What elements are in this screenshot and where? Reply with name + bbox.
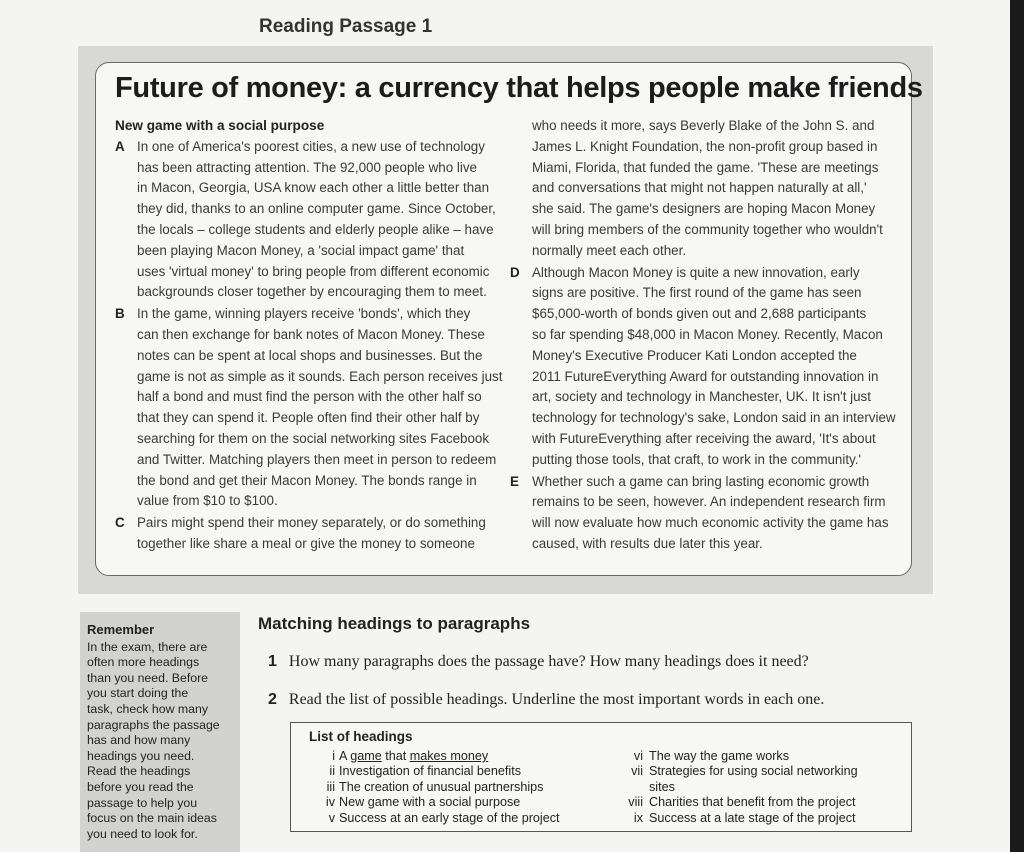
text-line: has been attracting attention. The 92,000 people who live <box>137 159 477 175</box>
text-line: and Twitter. Matching players then meet in person to redeem <box>137 451 497 467</box>
text-line: Miami, Florida, that funded the game. 'These are meetings <box>532 159 879 175</box>
heading-number: i <box>332 749 335 763</box>
heading-text-part: Success at an early stage of the project <box>339 810 560 825</box>
heading-number: vii <box>631 764 643 779</box>
text-line: James L. Knight Foundation, the non-profit group based in <box>532 138 878 154</box>
text-line: art, society and technology in Manchester, UK. It isn't just <box>532 389 871 405</box>
heading-number: v <box>328 810 335 825</box>
paragraph-letter: A <box>115 138 125 154</box>
paragraph-a <box>115 137 515 303</box>
paragraph-c <box>115 513 515 555</box>
remember-line: Read the headings <box>87 764 191 779</box>
heading-text: Success at a late stage of the project <box>649 810 856 825</box>
remember-line: than you need. Before <box>87 670 209 685</box>
heading-text-part: The creation of unusual partnerships <box>339 779 544 794</box>
text-line: will now evaluate how much economic activity the game has <box>532 515 889 531</box>
heading-item <box>291 764 621 779</box>
passage-right-column <box>510 116 902 555</box>
heading-item <box>291 795 621 810</box>
heading-text: sites <box>649 779 675 794</box>
text-line: 2011 FutureEverything Award for outstanding innovation in <box>532 368 879 384</box>
underlined-word: game <box>350 749 382 763</box>
remember-box <box>80 612 240 852</box>
matching-title: Matching headings to paragraphs <box>258 614 531 633</box>
paragraph-c-continuation <box>510 116 902 262</box>
heading-item <box>621 780 911 795</box>
text-line: she said. The game's designers are hoping Macon Money <box>532 201 876 217</box>
text-line: technology for technology's sake, London said in an interview <box>532 410 896 426</box>
heading-number: ii <box>329 764 335 779</box>
heading-number: vi <box>633 749 643 763</box>
question-text: Read the list of possible headings. Underline the most important words in each one. <box>288 691 825 708</box>
paragraph-letter: D <box>510 264 520 280</box>
text-line: normally meet each other. <box>532 242 687 258</box>
text-line: value from $10 to $100. <box>137 493 278 509</box>
text-line: been playing Macon Money, a 'social impact game' that <box>137 242 465 258</box>
question-text: How many paragraphs does the passage have? How many headings does it need? <box>288 653 809 670</box>
text-line: together like share a meal or give the money to someone <box>137 535 475 551</box>
text-line: and conversations that might not happen naturally at all,' <box>532 180 867 196</box>
passage-subheading: New game with a social purpose <box>115 118 325 133</box>
remember-line: task, check how many <box>87 701 208 716</box>
remember-text <box>87 640 240 843</box>
section-label: Reading Passage 1 <box>259 16 433 37</box>
text-line: uses 'virtual money' to bring people from different economic <box>137 263 490 279</box>
remember-line: In the exam, there are <box>87 639 208 654</box>
paragraph-b <box>115 304 515 512</box>
headings-right-column <box>621 749 911 826</box>
heading-text-part: A <box>339 749 351 763</box>
heading-item <box>621 795 911 810</box>
heading-text: Charities that benefit from the project <box>649 795 856 810</box>
remember-line: before you read the <box>87 779 194 794</box>
heading-item <box>291 780 621 795</box>
question-1 <box>268 653 809 671</box>
text-line: will bring members of the community together who wouldn't <box>532 221 883 237</box>
paragraph-d <box>510 263 902 471</box>
heading-text-part: New game with a social purpose <box>339 795 521 810</box>
remember-line: headings you need. <box>87 748 195 763</box>
text-line: notes can be spent at local shops and businesses. But the <box>137 347 483 363</box>
heading-text-part: Investigation of financial benefits <box>339 764 522 779</box>
text-line: can then exchange for bank notes of Macon Money. These <box>137 326 485 342</box>
text-line: putting those tools, that craft, to work in the community.' <box>532 451 862 467</box>
heading-item <box>621 811 911 826</box>
right-paragraphs <box>510 263 902 555</box>
heading-item <box>291 749 621 764</box>
text-line: $65,000-worth of bonds given out and 2,688 participants <box>532 306 867 322</box>
text-line: caused, with results due later this year. <box>532 535 763 551</box>
heading-text <box>339 795 520 810</box>
text-line: the locals – college students and elderly people alike – have <box>137 221 494 237</box>
text-line: in Macon, Georgia, USA know each other a little better than <box>137 180 490 196</box>
text-line: game is not as simple as it sounds. Each person receives just <box>137 368 503 384</box>
passage-left-column <box>115 116 515 555</box>
headings-left-column <box>291 749 621 826</box>
remember-line: you need to look for. <box>87 826 198 841</box>
text-line: Whether such a game can bring lasting economic growth <box>532 473 870 489</box>
text-line: so far spending $48,000 in Macon Money. Recently, Macon <box>532 326 883 342</box>
remember-line: paragraphs the passage <box>87 717 220 732</box>
text-line: with FutureEverything after receiving the award, 'It's about <box>532 430 876 446</box>
question-2 <box>268 691 824 709</box>
paragraph-letter: E <box>510 473 519 489</box>
underlined-word: makes money <box>409 749 489 763</box>
remember-line: you start doing the <box>87 686 189 701</box>
text-line: that they can spend it. People often find their other half by <box>137 410 480 426</box>
remember-line: passage to help you <box>87 795 198 810</box>
text-line: the bond and get their Macon Money. The bonds range in <box>137 472 477 488</box>
text-line: backgrounds closer together by encouraging them to meet. <box>137 284 487 300</box>
heading-text-part: that <box>381 749 410 763</box>
remember-line: has and how many <box>87 733 191 748</box>
text-line: In the game, winning players receive 'bonds', which they <box>137 306 471 322</box>
heading-number: viii <box>628 795 643 810</box>
text-line: Money's Executive Producer Kati London accepted the <box>532 347 857 363</box>
text-line: Pairs might spend their money separately, or do something <box>137 515 486 531</box>
heading-text: Strategies for using social networking <box>649 764 858 779</box>
remember-line: focus on the main ideas <box>87 811 217 826</box>
heading-item <box>621 749 911 764</box>
page-edge <box>1010 0 1024 852</box>
heading-text <box>339 780 543 795</box>
heading-text <box>339 749 488 764</box>
text-line: remains to be seen, however. An independent research firm <box>532 494 886 510</box>
remember-line: often more headings <box>87 655 200 670</box>
paragraph-letter: B <box>115 306 125 322</box>
paragraph-letter: C <box>115 515 125 531</box>
text-line: signs are positive. The first round of the game has seen <box>532 285 862 301</box>
heading-text: The way the game works <box>649 749 789 763</box>
heading-item <box>621 764 911 779</box>
left-paragraphs <box>115 137 515 555</box>
remember-title: Remember <box>87 622 155 637</box>
heading-number: ix <box>633 810 643 825</box>
text-line: half a bond and must find the person with the other half so <box>137 389 482 405</box>
text-line: In one of America's poorest cities, a new use of technology <box>137 138 485 154</box>
heading-text <box>339 764 521 779</box>
question-number: 1 <box>268 653 277 670</box>
heading-text <box>339 811 560 826</box>
text-line: Although Macon Money is quite a new innovation, early <box>532 264 860 280</box>
text-line: they did, thanks to an online computer game. Since October, <box>137 201 496 217</box>
headings-list-box <box>290 722 912 832</box>
text-line: who needs it more, says Beverly Blake of the John S. and <box>532 118 875 133</box>
heading-item <box>291 811 621 826</box>
heading-number: iii <box>326 779 335 794</box>
heading-number: iv <box>325 795 335 810</box>
passage-title: Future of money: a currency that helps people make friends <box>115 72 923 104</box>
text-line: searching for them on the social networking sites Facebook <box>137 430 490 446</box>
paragraph-e <box>510 472 902 555</box>
question-number: 2 <box>268 691 277 708</box>
headings-list-title: List of headings <box>309 729 413 744</box>
